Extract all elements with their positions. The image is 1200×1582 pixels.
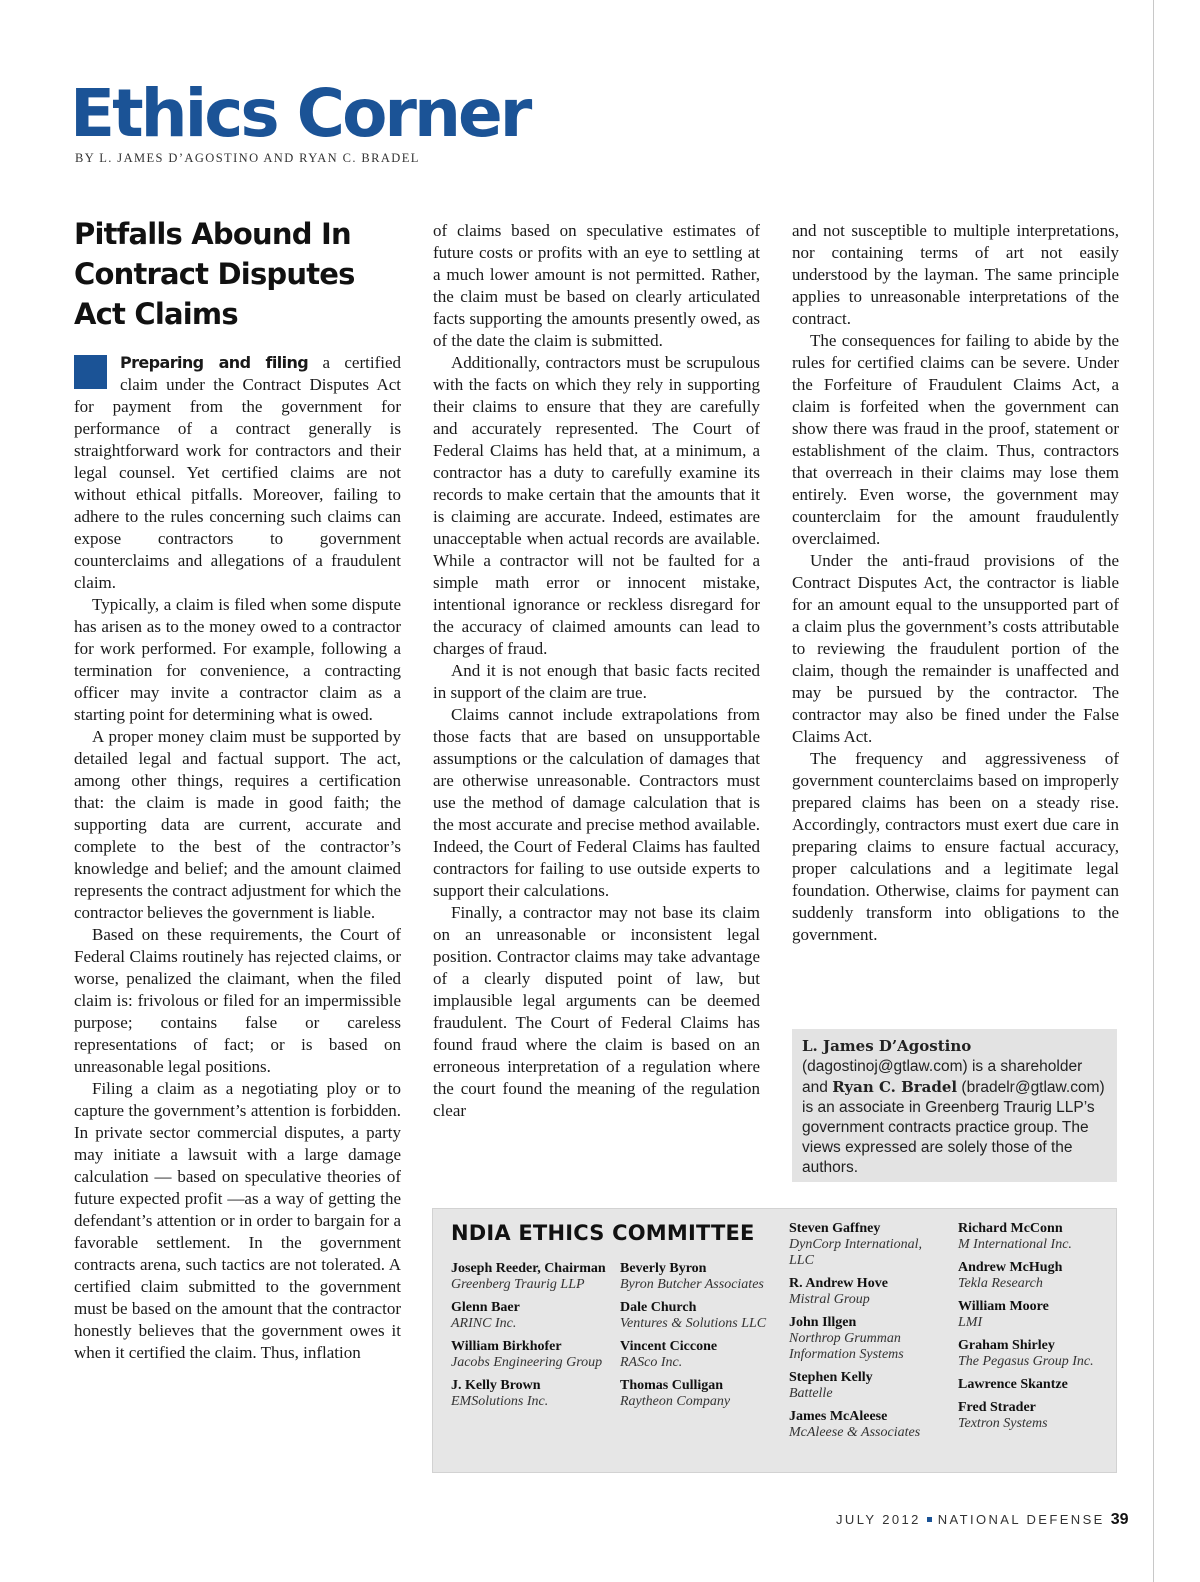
lead-in: Preparing and filing bbox=[120, 353, 309, 372]
committee-title: NDIA ETHICS COMMITTEE bbox=[451, 1221, 755, 1245]
committee-column bbox=[958, 1221, 1118, 1439]
committee-member: Richard McConn M International Inc. bbox=[958, 1221, 1072, 1252]
article-paragraph: Typically, a claim is filed when some dispute has arisen as to the money owed to a contractor for work performed. For example, following a termination for convenience, a contracting officer may invite a contractor claim as a starting point for determining what is owed. bbox=[74, 595, 401, 724]
author-bio-text: (dagostinoj@gtlaw.com) is a shareholder and bbox=[802, 1058, 1083, 1096]
publication-name: NATIONAL DEFENSE bbox=[937, 1512, 1105, 1527]
committee-member: William Moore LMI bbox=[958, 1299, 1049, 1330]
committee-member: R. Andrew Hove Mistral Group bbox=[789, 1276, 888, 1307]
article-paragraph: The frequency and aggressiveness of government counterclaims based on improperly prepared claims has been on a steady rise. Accordingly, contractors must exert due care in preparing claims to ensure factual accuracy, proper calculations and a legitimate legal foundation. Otherwise, claims for payment can suddenly transform into obligations to the government. bbox=[792, 749, 1119, 944]
article-paragraph: Based on these requirements, the Court of Federal Claims routinely has rejected claims, or worse, penalized the claimant, when the filed claim is: frivolous or filed for an impermissible purpose; contains false or careless representations of fact; or is based on unreasonable legal positions. bbox=[74, 925, 401, 1076]
committee-member: Fred Strader Textron Systems bbox=[958, 1400, 1048, 1431]
section-title: Ethics Corner bbox=[70, 75, 530, 152]
committee-member: Stephen Kelly Battelle bbox=[789, 1370, 873, 1401]
committee-member: J. Kelly Brown EMSolutions Inc. bbox=[451, 1378, 549, 1409]
committee-column bbox=[451, 1261, 611, 1417]
article-paragraph: And it is not enough that basic facts recited in support of the claim are true. bbox=[433, 661, 760, 702]
article-column-2 bbox=[433, 220, 760, 1190]
article-paragraph: The consequences for failing to abide by the rules for certified claims can be severe. Under the Forfeiture of Fraudulent Claims Act, a claim is forfeited when the government can show there was fraud in the proof, statement or establishment of the claim. Thus, contractors that overreach in their claims may lose them entirely. Even worse, the government may counterclaim for the amount fraudulently overclaimed. bbox=[792, 331, 1119, 548]
committee-member: Joseph Reeder, Chairman Greenberg Traurig LLP bbox=[451, 1261, 606, 1292]
committee-member: Glenn Baer ARINC Inc. bbox=[451, 1300, 520, 1331]
page-edge-rule bbox=[1153, 0, 1154, 1582]
article-column-1 bbox=[74, 352, 401, 1476]
article-paragraph: Filing a claim as a negotiating ploy or to capture the government’s attention is forbidden. In private sector commercial disputes, a party may initiate a lawsuit with a large damage calculation — based on speculative theories of future expected profit —as a way of getting the defendant’s attention or in order to bargain for a favorable settlement. In the government contracts arena, such tactics are not tolerated. A certified claim submitted to the government must be based on the amount that the contractor honestly believes that the government owes it when it certified the claim. Thus, inflation bbox=[74, 1079, 401, 1362]
committee-member: Andrew McHugh Tekla Research bbox=[958, 1260, 1063, 1291]
author-name: Ryan C. Bradel bbox=[832, 1078, 958, 1096]
page-number: 39 bbox=[1110, 1511, 1129, 1528]
article-paragraph: and not susceptible to multiple interpretations, nor containing terms of art not easily understood by the layman. The same principle applies to unreasonable interpretations of the contract. bbox=[792, 221, 1119, 328]
author-name: L. James D’Agostino bbox=[802, 1037, 972, 1055]
article-column-3 bbox=[792, 220, 1119, 1016]
committee-member: William Birkhofer Jacobs Engineering Group bbox=[451, 1339, 603, 1370]
bullet-square-icon bbox=[927, 1517, 932, 1522]
author-bio-text: (bradelr@gtlaw.com) is an associate in Greenberg Traurig LLP’s government contracts practice group. The views expressed are solely those of the authors. bbox=[802, 1079, 1105, 1176]
article-paragraph: Under the anti-fraud provisions of the Contract Disputes Act, the contractor is liable for an amount equal to the unsupported part of a claim plus the government’s costs attributable to reviewing the fraudulent portion of the claim, though the remainder is unaffected and may be pursued by the contractor. The contractor may also be fined under the False Claims Act. bbox=[792, 551, 1119, 746]
article-headline: Pitfalls Abound In Contract Disputes Act Claims bbox=[74, 217, 355, 331]
ethics-committee-box bbox=[432, 1208, 1117, 1473]
committee-member: John Illgen Northrop Grumman Information Systems bbox=[789, 1315, 904, 1362]
article-paragraph: Claims cannot include extrapolations from those facts that are based on unsupportable assumptions or the calculation of damages that are otherwise unreasonable. Contractors must use the method of damage calculation that is the most accurate and precise method available. Indeed, the Court of Federal Claims has faulted contractors for failing to use outside experts to support their calculations. bbox=[433, 705, 760, 900]
committee-member: Thomas Culligan Raytheon Company bbox=[620, 1378, 731, 1409]
committee-member: James McAleese McAleese & Associates bbox=[789, 1409, 921, 1440]
committee-column bbox=[789, 1221, 949, 1448]
article-paragraph: Additionally, contractors must be scrupulous with the facts on which they rely in supporting their claims to ensure that they are carefully and accurately represented. The Court of Federal Claims has held that, at a minimum, a contractor has a duty to carefully examine its records to make certain that the amounts that it is claiming are accurate. Indeed, estimates are unacceptable when actual records are available. While a contractor will not be faulted for a simple math error or innocent mistake, intentional ignorance or reckless disregard for the accuracy of claimed amounts can lead to charges of fraud. bbox=[433, 353, 760, 658]
lead-square-marker bbox=[74, 355, 107, 389]
committee-member: Beverly Byron Byron Butcher Associates bbox=[620, 1261, 764, 1292]
article-paragraph: Finally, a contractor may not base its claim on an unreasonable or inconsistent legal position. Contractor claims may take advantage of a clearly disputed point of law, but implausible legal arguments can be deemed fraudulent. The Court of Federal Claims has found fraud where the claim is based on an erroneous interpretation of a regulation where the court found the meaning of the regulation clear bbox=[433, 903, 760, 1120]
committee-member: Lawrence Skantze bbox=[958, 1377, 1068, 1392]
article-paragraph: A proper money claim must be supported by detailed legal and factual support. The act, among other things, requires a certification that: the claim is made in good faith; the supporting data are current, accurate and complete to the best of the contractor’s knowledge and belief; and the amount claimed represents the contract adjustment for which the contractor believes the government is liable. bbox=[74, 727, 401, 922]
page-footer bbox=[836, 1511, 1129, 1529]
byline: BY L. JAMES D’AGOSTINO AND RYAN C. BRADEL bbox=[75, 151, 420, 165]
author-bio-box bbox=[792, 1029, 1117, 1182]
committee-member: Steven Gaffney DynCorp International, LLC bbox=[789, 1221, 922, 1268]
issue-date: JULY 2012 bbox=[836, 1512, 921, 1527]
committee-member: Dale Church Ventures & Solutions LLC bbox=[620, 1300, 767, 1331]
committee-member: Graham Shirley The Pegasus Group Inc. bbox=[958, 1338, 1094, 1369]
committee-member: Vincent Ciccone RASco Inc. bbox=[620, 1339, 718, 1370]
article-paragraph: Preparing and filing a certified claim under the Contract Disputes Act for payment from the government for performance of a contract generally is straightforward work for contractors and their legal counsel. Yet certified claims are not without ethical pitfalls. Moreover, failing to adhere to the rules concerning such claims can expose contractors to government counterclaims and allegations of a fraudulent claim. bbox=[74, 353, 401, 592]
article-paragraph: of claims based on speculative estimates of future costs or profits with an eye to settling at a much lower amount is not permitted. Rather, the claim must be based on clearly articulated facts supporting the amounts presently owed, as of the date the claim is submitted. bbox=[433, 221, 760, 350]
committee-column bbox=[620, 1261, 780, 1417]
